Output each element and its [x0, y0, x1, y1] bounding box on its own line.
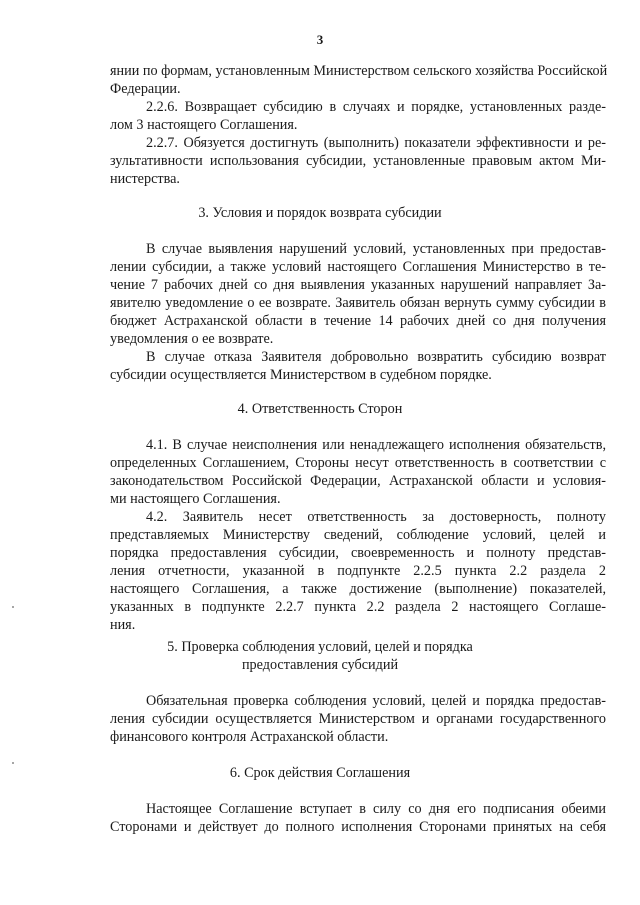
text-line: Настоящее Соглашение вступает в силу со дня его подписания обеими	[146, 801, 606, 817]
text-line: явителю уведомление о ее возврате. Заявитель обязан вернуть сумму субсидии в	[110, 295, 606, 311]
text-line: янии по формам, установленным Министерством сельского хозяйства Российской	[110, 63, 608, 79]
scan-speck	[12, 606, 14, 608]
text-line: настоящего Соглашения, а также достижение (выполнение) показателей,	[110, 581, 606, 597]
section-3-heading: 3. Условия и порядок возврата субсидии	[198, 205, 442, 221]
text-line: бюджет Астраханской области в течение 14 рабочих дней со дня получения	[110, 313, 606, 329]
text-line: зультативности использования субсидии, установленные правовым актом Ми-	[110, 153, 606, 169]
text-line: чение 7 рабочих дней со дня выявления указанных нарушений направляет За-	[110, 277, 606, 293]
clause-2-2-6: 2.2.6. Возвращает субсидию в случаях и порядке, установленных разде-	[146, 99, 606, 115]
text-line: законодательством Российской Федерации, Астраханской области и условия-	[110, 473, 606, 489]
text-line: лении субсидии, а также условий настоящего Соглашения Министерство в те-	[110, 259, 606, 275]
section-5-heading: 5. Проверка соблюдения условий, целей и порядка	[167, 639, 473, 655]
page-number: 3	[316, 32, 324, 47]
text-line: нистерства.	[110, 171, 180, 187]
text-line: Федерации.	[110, 81, 181, 97]
section-5-heading-cont: предоставления субсидий	[241, 657, 399, 673]
clause-2-2-7: 2.2.7. Обязуется достигнуть (выполнить) показатели эффективности и ре-	[146, 135, 606, 151]
clause-4-2: 4.2. Заявитель несет ответственность за достоверность, полноту	[146, 509, 606, 525]
text-line: финансового контроля Астраханской области.	[110, 729, 389, 745]
text-line: субсидии осуществляется Министерством в судебном порядке.	[110, 367, 492, 383]
section-4-heading: 4. Ответственность Сторон	[237, 401, 403, 417]
text-line: указанных в подпункте 2.2.7 пункта 2.2 раздела 2 настоящего Соглаше-	[110, 599, 606, 615]
section-6-heading: 6. Срок действия Соглашения	[229, 765, 411, 781]
text-line: определенных Соглашением, Стороны несут ответственность в соответствии с	[110, 455, 606, 471]
text-line: ми настоящего Соглашения.	[110, 491, 281, 507]
text-line: Обязательная проверка соблюдения условий, целей и порядка предостав-	[146, 693, 606, 709]
text-line: ления субсидии осуществляется Министерством и органами государственного	[110, 711, 606, 727]
text-line: ния.	[110, 617, 136, 633]
text-line: порядка предоставления субсидии, своевременность и полноту представ-	[110, 545, 606, 561]
scan-speck	[12, 762, 14, 764]
text-line: уведомления о ее возврате.	[110, 331, 274, 347]
clause-4-1: 4.1. В случае неисполнения или ненадлежащего исполнения обязательств,	[146, 437, 606, 453]
text-line: представляемых Министерству сведений, соблюдение условий, целей и	[110, 527, 606, 543]
text-line: ления отчетности, указанной в подпункте 2.2.5 пункта 2.2 раздела 2	[110, 563, 606, 579]
text-line: Сторонами и действует до полного исполнения Сторонами принятых на себя	[110, 819, 606, 835]
text-line: В случае выявления нарушений условий, установленных при предостав-	[146, 241, 606, 257]
text-line: лом 3 настоящего Соглашения.	[110, 117, 298, 133]
text-line: В случае отказа Заявителя добровольно возвратить субсидию возврат	[146, 349, 606, 365]
